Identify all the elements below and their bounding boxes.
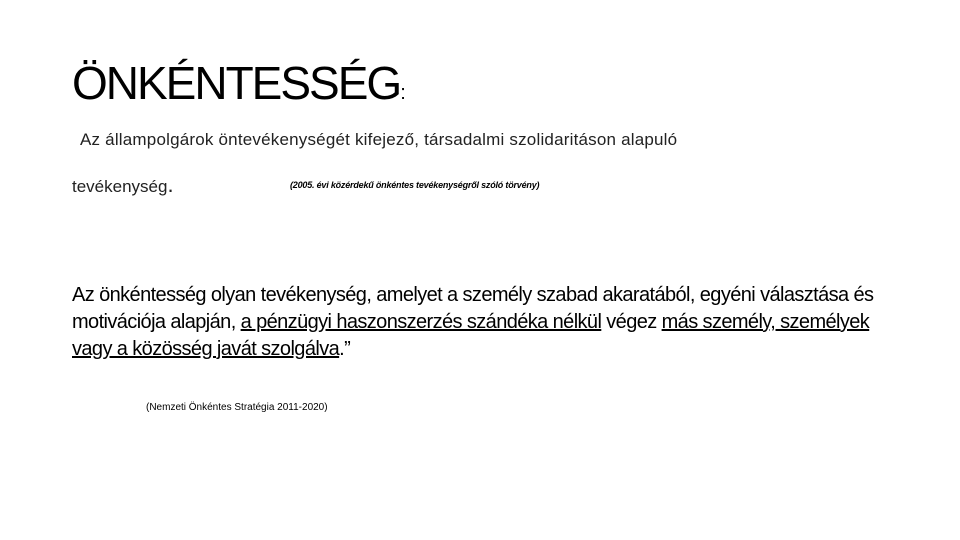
- strategy-reference: (Nemzeti Önkéntes Stratégia 2011-2020): [146, 402, 328, 413]
- quote-part-2: végez: [601, 311, 662, 333]
- slide-title: [72, 52, 406, 124]
- quote-underlined-2: más személy, személyek vagy a közösség javát szolgálva: [72, 311, 870, 360]
- quote-underlined-1: a pénzügyi haszonszerzés szándéka nélkül: [240, 311, 602, 333]
- definition-line-2-text: tevékenység: [72, 177, 168, 196]
- definition-line-2-period: .: [167, 172, 174, 197]
- quote-part-3: .”: [339, 338, 351, 360]
- definition-line-1: Az állampolgárok öntevékenységét kifejező, társadalmi szolidaritáson alapuló: [80, 130, 678, 149]
- quote-part-1: Az önkéntesség olyan tevékenység, amelyet a személy szabad akaratából, egyéni választása és motivációja alapján,: [72, 284, 874, 333]
- strategy-quote: [72, 282, 892, 363]
- definition-line-2: [72, 172, 174, 198]
- law-reference: (2005. évi közérdekű önkéntes tevékenységről szóló törvény): [290, 180, 540, 190]
- title-colon: :: [400, 82, 406, 104]
- title-text: ÖNKÉNTESSÉG: [72, 57, 401, 109]
